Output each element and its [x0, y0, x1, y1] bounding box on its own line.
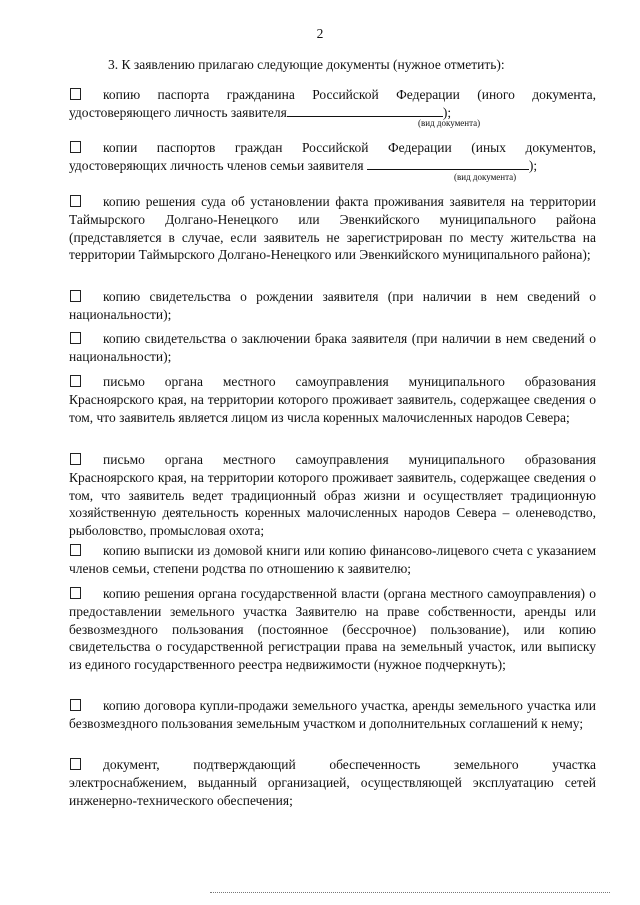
list-item-court-decision — [69, 193, 596, 264]
item-text: документ, подтверждающий обеспеченность земельного участка электроснабжением, выданный организацией, осуществляющей эксплуатацию сетей инженерно-технического обеспечения; — [69, 757, 596, 808]
item-text: копию свидетельства о заключении брака заявителя (при наличии в нем сведений о национальности); — [69, 331, 596, 364]
list-item-birth-certificate — [69, 288, 596, 324]
list-item-power-supply-document — [69, 756, 596, 809]
list-item-family-passports: копии паспортов граждан Российской Федерации (иных документов, удостоверяющих личность членов семьи заявителя ); — [69, 140, 596, 173]
document-type-blank[interactable] — [367, 157, 529, 170]
section-heading: 3. К заявлению прилагаю следующие документы (нужное отметить): — [108, 57, 505, 72]
checkbox[interactable] — [70, 88, 81, 100]
item-text: копию свидетельства о рождении заявителя (при наличии в нем сведений о национальности); — [69, 289, 596, 322]
checkbox[interactable] — [70, 375, 81, 387]
checkbox[interactable] — [70, 544, 81, 556]
list-item-letter-indigenous-status — [69, 373, 596, 426]
item-text: копию договора купли-продажи земельного участка, аренды земельного участка или безвозмездного пользования земельным участком и дополнительных соглашений к нему; — [69, 698, 596, 731]
item-text: копии паспортов граждан Российской Федерации (иных документов, удостоверяющих личность членов семьи заявителя — [69, 140, 596, 173]
list-item-marriage-certificate — [69, 330, 596, 366]
checkbox[interactable] — [70, 699, 81, 711]
list-item-applicant-passport: копию паспорта гражданина Российской Федерации (иного документа, удостоверяющего личность заявителя ); — [69, 87, 596, 120]
item-text: копию выписки из домовой книги или копию финансово-лицевого счета с указанием членов семьи, степени родства по отношению к заявителю; — [69, 543, 596, 576]
bottom-divider — [210, 892, 610, 893]
checkbox[interactable] — [70, 453, 81, 465]
item-text: письмо органа местного самоуправления муниципального образования Красноярского края, на территории которого проживает заявитель, содержащее сведения о том, что заявитель является лицом из числа коренных малочисленных народов Севера; — [69, 374, 596, 425]
checkbox[interactable] — [70, 141, 81, 153]
list-item-land-decision — [69, 585, 596, 674]
page-number: 2 — [316, 26, 324, 41]
list-item-land-contract — [69, 697, 596, 733]
item-text: письмо органа местного самоуправления муниципального образования Красноярского края, на территории которого проживает заявитель, содержащее сведения о том, что заявитель ведет традиционный образ жизни и осуществляет традиционную хозяйственную деятельность коренных малочисленных народов Севера – оленеводство, рыболовство, промысловая охота; — [69, 452, 596, 539]
list-item-house-register-extract — [69, 542, 596, 578]
item-text: копию паспорта гражданина Российской Федерации (иного документа, удостоверяющего личность заявителя — [69, 87, 596, 120]
checkbox[interactable] — [70, 195, 81, 207]
list-item-letter-traditional-lifestyle — [69, 451, 596, 540]
document-type-blank[interactable] — [287, 104, 443, 117]
item-text: копию решения органа государственной власти (органа местного самоуправления) о предоставлении земельного участка Заявителю на праве собственности, аренды или безвозмездного пользования (постоянное (бессрочное) пользование), или копию свидетельства о государственной регистрации права на земельный участок, или выписку из единого государственного реестра недвижимости (нужное подчеркнуть); — [69, 586, 596, 673]
checkbox[interactable] — [70, 332, 81, 344]
checkbox[interactable] — [70, 290, 81, 302]
checkbox[interactable] — [70, 587, 81, 599]
item-text: копию решения суда об установлении факта проживания заявителя на территории Таймырского Долгано-Ненецкого или Эвенкийского муниципального района (представляется в случае, если заявитель не зарегистрирован по месту жительства на территории Таймырского Долгано-Ненецкого или Эвенкийского муниципального района); — [69, 194, 596, 263]
checkbox[interactable] — [70, 758, 81, 770]
document-type-hint: (вид документа) — [418, 118, 481, 128]
document-type-hint: (вид документа) — [454, 172, 517, 182]
